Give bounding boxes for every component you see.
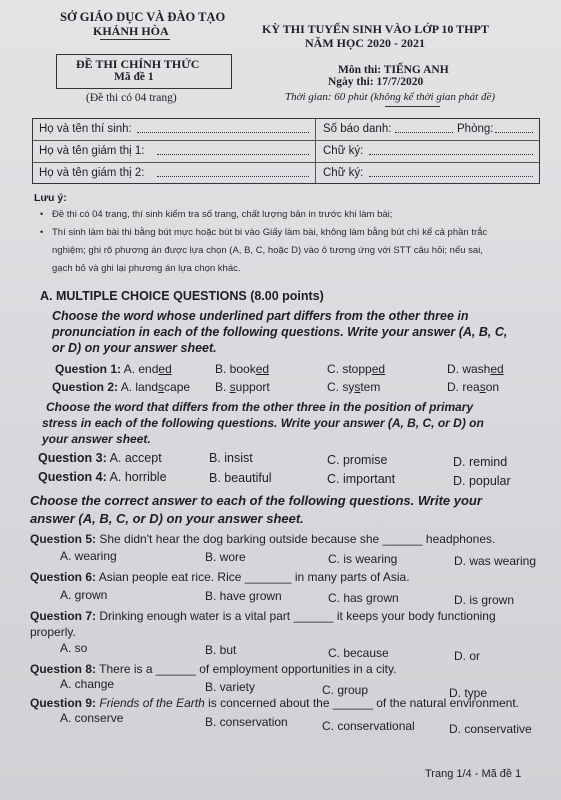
option-d[interactable]: D. was wearing [454, 554, 537, 568]
option-c[interactable]: C. system [327, 380, 381, 394]
instruction-line: your answer sheet. [42, 432, 151, 446]
question-text: properly. [30, 625, 76, 639]
option-c[interactable]: C. has grown [328, 591, 399, 605]
option-a[interactable]: A. accept [109, 451, 162, 465]
option-c[interactable]: C. is wearing [328, 552, 398, 566]
question-text: She didn't hear the dog barking outside because she [99, 532, 380, 546]
instruction-line: Choose the word whose underlined part differs from the other three in [52, 309, 469, 323]
question-8 [30, 662, 396, 676]
duration: Thời gian: 60 phút (không kể thời gian phát đề) [285, 91, 496, 103]
option-d[interactable]: D. remind [453, 455, 508, 469]
question-label: Question 6: [30, 570, 97, 584]
divider [385, 106, 440, 107]
question-label: Question 5: [30, 532, 97, 546]
room-label: Phòng: [457, 123, 494, 135]
question-5 [30, 532, 495, 546]
section-title: A. MULTIPLE CHOICE QUESTIONS (8.00 points) [40, 289, 324, 303]
question-label: Question 7: [30, 609, 97, 623]
question-1 [55, 362, 172, 376]
option-c[interactable]: C. group [322, 683, 369, 697]
answer-blank[interactable]: ______ [293, 609, 334, 623]
instruction-line: Choose the correct answer to each of the following questions. Write your [30, 493, 482, 508]
room-field[interactable] [495, 132, 533, 133]
option-d[interactable]: D. reason [447, 380, 500, 394]
invigilator-2-field[interactable] [157, 176, 309, 177]
question-text: Drinking enough water is a vital part [99, 609, 291, 623]
invigilator-1-field[interactable] [157, 154, 309, 155]
instruction-line: stress in each of the following questions. Write your answer (A, B, C, or D) on [42, 416, 484, 430]
option-a[interactable]: A. grown [60, 588, 108, 602]
exam-code: Mã đề 1 [114, 71, 154, 83]
question-text: of employment opportunities in a city. [199, 662, 397, 676]
option-b[interactable]: B. insist [209, 451, 253, 465]
option-b[interactable]: B. support [215, 380, 270, 394]
department-name: SỞ GIÁO DỤC VÀ ĐÀO TẠO [60, 10, 226, 24]
candidate-number-field[interactable] [395, 132, 453, 133]
option-b[interactable]: B. beautiful [209, 471, 272, 485]
candidate-name-label: Họ và tên thí sinh: [39, 123, 132, 135]
option-b[interactable]: B. but [205, 643, 237, 657]
instruction-line: answer (A, B, C, or D) on your answer sheet. [30, 511, 304, 526]
signature-1-label: Chữ ký: [323, 145, 364, 157]
table-row [33, 141, 539, 163]
table-divider [315, 119, 316, 183]
option-b[interactable]: B. conservation [205, 715, 288, 729]
question-label: Question 1: [55, 362, 122, 376]
option-a[interactable]: A. change [60, 677, 115, 691]
answer-blank[interactable]: ______ [382, 532, 423, 546]
option-d[interactable]: D. washed [447, 362, 504, 376]
option-a[interactable]: A. ended [123, 362, 172, 376]
question-7 [30, 609, 496, 623]
exam-date: Ngày thi: 17/7/2020 [328, 76, 424, 88]
question-3 [38, 451, 162, 465]
question-4 [38, 470, 167, 484]
signature-2-label: Chữ ký: [323, 167, 364, 179]
question-text: There is a [99, 662, 153, 676]
question-text: of the natural environment. [376, 696, 520, 710]
question-text: in many parts of Asia. [294, 570, 410, 584]
instruction-line: pronunciation in each of the following questions. Write your answer (A, B, C, [52, 325, 508, 339]
option-c[interactable]: C. stopped [327, 362, 386, 376]
option-a[interactable]: A. so [60, 641, 88, 655]
option-b[interactable]: B. booked [215, 362, 270, 376]
candidate-info-table [32, 118, 540, 184]
question-label: Question 3: [38, 451, 107, 465]
candidate-name-field[interactable] [137, 132, 309, 133]
table-row [33, 119, 539, 141]
answer-blank[interactable]: _______ [244, 570, 292, 584]
note-2-line-2: nghiệm; ghi rõ phương án được lựa chọn (A, B, C, hoặc D) vào ô tương ứng với STT câu hỏi; nếu sai, [52, 245, 483, 256]
option-d[interactable]: D. type [449, 686, 488, 700]
page-count: (Đề thi có 04 trang) [86, 92, 177, 104]
option-a[interactable]: A. wearing [60, 549, 117, 563]
option-d[interactable]: D. popular [453, 474, 511, 488]
question-label: Question 2: [52, 380, 119, 394]
option-b[interactable]: B. wore [205, 550, 246, 564]
question-text: it keeps your body functioning [336, 609, 496, 623]
question-label: Question 9: [30, 696, 97, 710]
instruction-line: Choose the word that differs from the other three in the position of primary [46, 400, 474, 414]
question-text: Friends of the Earth [99, 696, 205, 710]
invigilator-1-label: Họ và tên giám thị 1: [39, 145, 145, 157]
question-label: Question 4: [38, 470, 107, 484]
instruction-line: or D) on your answer sheet. [52, 341, 217, 355]
option-a[interactable]: A. horrible [109, 470, 167, 484]
note-2-line-1: Thí sinh làm bài thi bằng bút mực hoặc bút bi vào Giấy làm bài, không làm bằng bút chì kể cả phần trắc [52, 227, 488, 238]
official-label: ĐỀ THI CHÍNH THỨC [76, 57, 200, 71]
option-d[interactable]: D. is grown [454, 593, 515, 607]
school-year: NĂM HỌC 2020 - 2021 [305, 36, 425, 50]
question-2 [52, 380, 190, 394]
option-c[interactable]: C. conservational [322, 719, 415, 733]
option-c[interactable]: C. promise [327, 453, 388, 467]
option-c[interactable]: C. important [327, 472, 396, 486]
option-d[interactable]: D. or [454, 649, 481, 663]
province-name: KHÁNH HÒA [93, 24, 169, 38]
option-b[interactable]: B. variety [205, 680, 256, 694]
question-6 [30, 570, 410, 584]
page-number: Trang 1/4 - Mã đề 1 [425, 768, 522, 780]
note-2-line-3: gạch bỏ và ghi lại phương án lựa chọn khác. [52, 263, 241, 274]
answer-blank[interactable]: ______ [332, 696, 373, 710]
bullet-icon: • [40, 227, 44, 237]
option-d[interactable]: D. conservative [449, 722, 532, 736]
question-text: is concerned about the [208, 696, 330, 710]
exam-name: KỲ THI TUYỂN SINH VÀO LỚP 10 THPT [262, 22, 489, 36]
invigilator-2-label: Họ và tên giám thị 2: [39, 167, 145, 179]
question-text: headphones. [425, 532, 496, 546]
option-a[interactable]: A. conserve [60, 711, 124, 725]
question-label: Question 8: [30, 662, 97, 676]
table-row [33, 163, 539, 185]
question-text: Asian people eat rice. Rice [98, 570, 242, 584]
bullet-icon: • [40, 209, 44, 219]
signature-2-field[interactable] [369, 176, 533, 177]
option-a[interactable]: A. landscape [120, 380, 191, 394]
candidate-number-label: Số báo danh: [323, 123, 392, 135]
notes-title: Lưu ý: [34, 192, 67, 204]
signature-1-field[interactable] [369, 154, 533, 155]
answer-blank[interactable]: ______ [155, 662, 196, 676]
divider [100, 39, 170, 40]
question-9 [30, 696, 519, 710]
option-b[interactable]: B. have grown [205, 589, 282, 603]
option-c[interactable]: C. because [328, 646, 389, 660]
note-1: Đề thi có 04 trang, thí sinh kiểm tra số trang, chất lượng bản in trước khi làm bài; [52, 209, 393, 220]
subject: Môn thi: TIẾNG ANH [338, 64, 449, 76]
